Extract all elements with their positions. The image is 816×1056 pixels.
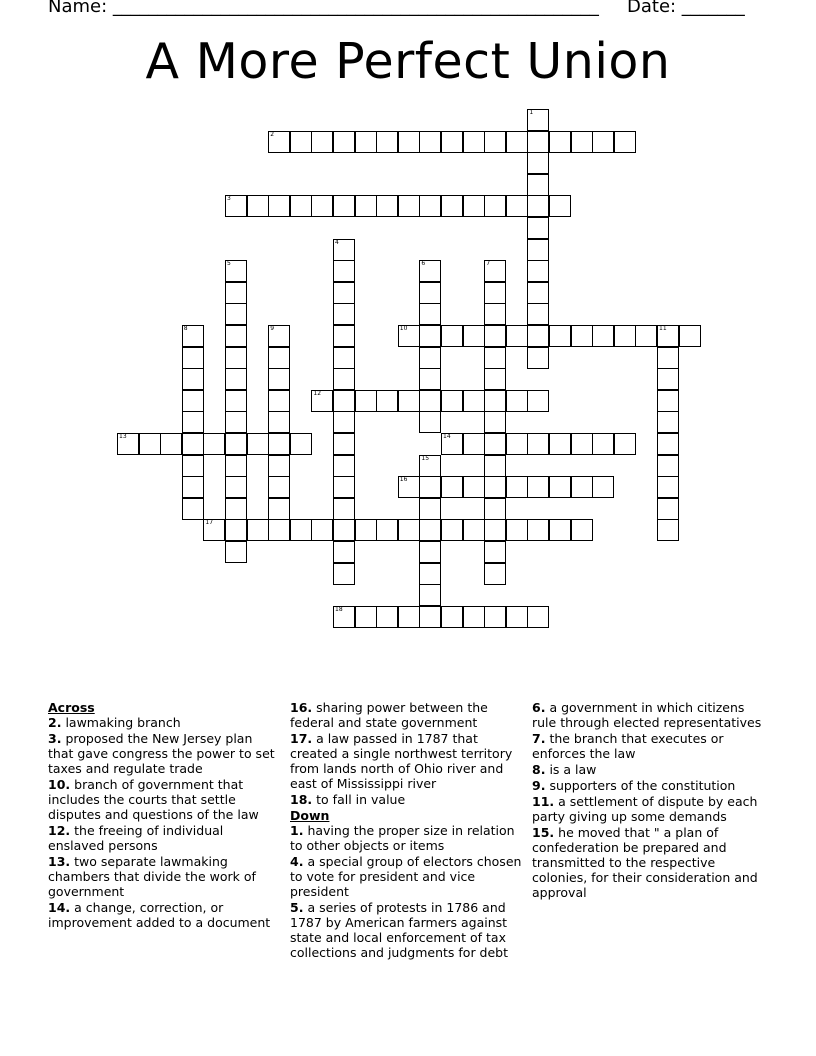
grid-cell[interactable] (247, 519, 269, 541)
grid-cell[interactable] (290, 195, 312, 217)
grid-cell[interactable] (657, 433, 679, 455)
grid-cell[interactable] (463, 131, 485, 153)
grid-cell[interactable] (398, 131, 420, 153)
grid-cell[interactable] (419, 519, 441, 541)
clue-number-label: 7 (486, 260, 491, 268)
clue-number-label: 5 (227, 260, 231, 268)
grid-cell[interactable] (376, 131, 398, 153)
grid-cell[interactable] (592, 131, 614, 153)
grid-cell[interactable] (333, 433, 355, 455)
grid-cell[interactable] (225, 411, 247, 433)
grid-cell[interactable] (398, 519, 420, 541)
grid-cell[interactable] (355, 195, 377, 217)
clue-text: to fall in value (316, 792, 406, 807)
grid-cell[interactable] (527, 606, 549, 628)
grid-cell[interactable] (484, 347, 506, 369)
clue-across-10 (48, 777, 280, 822)
grid-cell[interactable] (225, 390, 247, 412)
grid-cell[interactable] (419, 455, 441, 477)
grid-cell[interactable] (333, 411, 355, 433)
grid-cell[interactable] (527, 282, 549, 304)
grid-cell[interactable] (463, 519, 485, 541)
grid-cell[interactable] (355, 606, 377, 628)
clue-number-label: 2 (270, 130, 275, 138)
grid-cell[interactable] (527, 195, 549, 217)
clue-across-18 (290, 792, 522, 807)
grid-cell[interactable] (592, 433, 614, 455)
grid-cell[interactable] (419, 368, 441, 390)
clue-across-3 (48, 731, 280, 776)
grid-cell[interactable] (419, 606, 441, 628)
grid-cell[interactable] (419, 260, 441, 282)
grid-cell[interactable] (419, 325, 441, 347)
clue-text: supporters of the constitution (549, 778, 736, 793)
grid-cell[interactable] (117, 433, 139, 455)
grid-cell[interactable] (441, 325, 463, 347)
grid-cell[interactable] (506, 519, 528, 541)
grid-cell[interactable] (182, 476, 204, 498)
grid-cell[interactable] (182, 390, 204, 412)
clue-number-label: 10 (399, 325, 408, 332)
grid-cell[interactable] (290, 131, 312, 153)
grid-cell[interactable] (398, 325, 420, 347)
grid-cell[interactable] (203, 433, 225, 455)
grid-cell[interactable] (484, 519, 506, 541)
clue-number-label: 6 (421, 260, 426, 268)
clue-text: a government in which citizens rule through elected representatives (532, 700, 762, 730)
clue-number: 1. (290, 823, 304, 838)
grid-cell[interactable] (225, 195, 247, 217)
grid-cell[interactable] (571, 476, 593, 498)
across-heading: Across (48, 700, 95, 715)
grid-cell[interactable] (398, 195, 420, 217)
clue-column-3 (532, 700, 772, 901)
date-field-label: Date: _______ (627, 0, 745, 17)
clue-text: is a law (549, 762, 597, 777)
clue-number-label: 16 (399, 476, 408, 484)
grid-cell[interactable] (549, 476, 571, 498)
clue-across-17 (290, 731, 522, 791)
grid-cell[interactable] (311, 195, 333, 217)
grid-cell[interactable] (268, 411, 290, 433)
grid-cell[interactable] (225, 368, 247, 390)
grid-cell[interactable] (398, 476, 420, 498)
grid-cell[interactable] (657, 519, 679, 541)
clue-down-11 (532, 794, 772, 824)
clue-text: proposed the New Jersey plan that gave congress the power to set taxes and regulate trade (48, 731, 275, 776)
grid-cell[interactable] (290, 519, 312, 541)
clue-down-9 (532, 778, 772, 793)
grid-cell[interactable] (527, 174, 549, 196)
grid-cell[interactable] (506, 606, 528, 628)
grid-cell[interactable] (484, 195, 506, 217)
grid-cell[interactable] (484, 433, 506, 455)
grid-cell[interactable] (592, 476, 614, 498)
clue-number: 9. (532, 778, 546, 793)
grid-cell[interactable] (333, 239, 355, 261)
grid-cell[interactable] (484, 455, 506, 477)
grid-cell[interactable] (549, 325, 571, 347)
grid-cell[interactable] (441, 131, 463, 153)
clue-number: 17. (290, 731, 313, 746)
grid-cell[interactable] (419, 303, 441, 325)
grid-cell[interactable] (376, 519, 398, 541)
clue-across-16 (290, 700, 522, 730)
grid-cell[interactable] (333, 519, 355, 541)
grid-cell[interactable] (268, 131, 290, 153)
grid-cell[interactable] (268, 368, 290, 390)
grid-cell[interactable] (527, 476, 549, 498)
grid-cell[interactable] (355, 131, 377, 153)
grid-cell[interactable] (484, 541, 506, 563)
grid-cell[interactable] (657, 325, 679, 347)
clue-text: the branch that executes or enforces the law (532, 731, 724, 761)
grid-cell[interactable] (441, 476, 463, 498)
clue-column-1 (48, 700, 280, 931)
grid-cell[interactable] (441, 519, 463, 541)
clue-number-label: 8 (183, 325, 188, 332)
grid-cell[interactable] (333, 390, 355, 412)
grid-cell[interactable] (203, 519, 225, 541)
clue-number-label: 14 (443, 433, 451, 440)
grid-cell[interactable] (225, 433, 247, 455)
name-field-label: Name: ______________________________________________________ (48, 0, 599, 17)
grid-cell[interactable] (463, 433, 485, 455)
grid-cell[interactable] (484, 131, 506, 153)
grid-cell[interactable] (225, 519, 247, 541)
clue-number-label: 4 (335, 238, 339, 246)
grid-cell[interactable] (333, 195, 355, 217)
clue-down-15 (532, 825, 772, 900)
grid-cell[interactable] (333, 541, 355, 563)
clue-number: 2. (48, 715, 62, 730)
clue-down-5 (290, 900, 522, 960)
grid-cell[interactable] (484, 325, 506, 347)
page-title: A More Perfect Union (145, 33, 671, 90)
grid-cell[interactable] (506, 131, 528, 153)
clue-number-label: 18 (335, 605, 343, 613)
clue-text: he moved that " a plan of confederation be prepared and transmitted to the respective colonies, for their consideration and approval (532, 825, 758, 900)
grid-cell[interactable] (506, 476, 528, 498)
down-heading: Down (290, 808, 330, 823)
grid-cell[interactable] (679, 325, 701, 347)
clue-column-2 (290, 700, 522, 961)
clue-number-label: 9 (270, 325, 275, 332)
grid-cell[interactable] (506, 390, 528, 412)
grid-cell[interactable] (657, 455, 679, 477)
grid-cell[interactable] (549, 131, 571, 153)
grid-cell[interactable] (398, 390, 420, 412)
grid-cell[interactable] (441, 433, 463, 455)
clue-number: 15. (532, 825, 555, 840)
grid-cell[interactable] (139, 433, 161, 455)
grid-cell[interactable] (527, 519, 549, 541)
grid-cell[interactable] (549, 195, 571, 217)
grid-cell[interactable] (182, 368, 204, 390)
clue-number-label: 11 (659, 325, 667, 332)
grid-cell[interactable] (527, 390, 549, 412)
grid-cell[interactable] (225, 282, 247, 304)
grid-cell[interactable] (182, 455, 204, 477)
grid-cell[interactable] (527, 433, 549, 455)
grid-cell[interactable] (333, 476, 355, 498)
grid-cell[interactable] (333, 368, 355, 390)
grid-cell[interactable] (225, 476, 247, 498)
grid-cell[interactable] (484, 606, 506, 628)
clue-number: 4. (290, 854, 304, 869)
grid-cell[interactable] (182, 411, 204, 433)
grid-cell[interactable] (484, 563, 506, 585)
grid-cell[interactable] (268, 433, 290, 455)
clue-across-12 (48, 823, 280, 853)
grid-cell[interactable] (527, 217, 549, 239)
grid-cell[interactable] (398, 606, 420, 628)
grid-cell[interactable] (571, 519, 593, 541)
grid-cell[interactable] (484, 476, 506, 498)
clue-across-2 (48, 715, 280, 730)
grid-cell[interactable] (419, 476, 441, 498)
grid-cell[interactable] (657, 411, 679, 433)
grid-cell[interactable] (333, 303, 355, 325)
grid-cell[interactable] (247, 433, 269, 455)
grid-cell[interactable] (484, 390, 506, 412)
clue-text: the freeing of individual enslaved persons (48, 823, 224, 853)
grid-cell[interactable] (333, 260, 355, 282)
grid-cell[interactable] (333, 606, 355, 628)
clue-number-label: 3 (227, 195, 231, 203)
clue-number-label: 17 (205, 519, 214, 527)
grid-cell[interactable] (247, 195, 269, 217)
grid-cell[interactable] (484, 368, 506, 390)
grid-cell[interactable] (419, 411, 441, 433)
clue-text: two separate lawmaking chambers that divide the work of government (48, 854, 256, 899)
grid-cell[interactable] (225, 455, 247, 477)
grid-cell[interactable] (463, 195, 485, 217)
grid-cell[interactable] (225, 498, 247, 520)
grid-cell[interactable] (419, 282, 441, 304)
clue-text: lawmaking branch (65, 715, 181, 730)
clue-text: a special group of electors chosen to vote for president and vice president (290, 854, 522, 899)
grid-cell[interactable] (441, 606, 463, 628)
grid-cell[interactable] (463, 325, 485, 347)
clue-number: 5. (290, 900, 304, 915)
grid-cell[interactable] (571, 433, 593, 455)
grid-cell[interactable] (527, 131, 549, 153)
grid-cell[interactable] (527, 325, 549, 347)
grid-cell[interactable] (506, 195, 528, 217)
grid-cell[interactable] (527, 303, 549, 325)
grid-cell[interactable] (527, 152, 549, 174)
grid-cell[interactable] (268, 498, 290, 520)
grid-cell[interactable] (657, 390, 679, 412)
grid-cell[interactable] (355, 519, 377, 541)
grid-cell[interactable] (311, 519, 333, 541)
clue-number: 11. (532, 794, 555, 809)
grid-cell[interactable] (463, 606, 485, 628)
clue-down-7 (532, 731, 772, 761)
clue-text: a change, correction, or improvement added to a document (48, 900, 271, 930)
clue-down-8 (532, 762, 772, 777)
clue-down-6 (532, 700, 772, 730)
clue-number: 7. (532, 731, 546, 746)
grid-cell[interactable] (182, 498, 204, 520)
grid-cell[interactable] (419, 541, 441, 563)
clue-number: 12. (48, 823, 71, 838)
grid-cell[interactable] (376, 390, 398, 412)
grid-cell[interactable] (225, 347, 247, 369)
grid-cell[interactable] (549, 433, 571, 455)
clue-text: a series of protests in 1786 and 1787 by American farmers against state and local enforcement of tax collections and judgments for debt (290, 900, 509, 960)
grid-cell[interactable] (268, 347, 290, 369)
grid-cell[interactable] (463, 390, 485, 412)
grid-cell[interactable] (419, 195, 441, 217)
grid-cell[interactable] (614, 433, 636, 455)
grid-cell[interactable] (311, 390, 333, 412)
grid-cell[interactable] (182, 433, 204, 455)
grid-cell[interactable] (333, 282, 355, 304)
clue-number: 10. (48, 777, 71, 792)
clue-across-13 (48, 854, 280, 899)
clue-number: 18. (290, 792, 313, 807)
grid-cell[interactable] (506, 325, 528, 347)
grid-cell[interactable] (268, 476, 290, 498)
grid-cell[interactable] (419, 498, 441, 520)
clue-down-1 (290, 823, 522, 853)
grid-cell[interactable] (441, 195, 463, 217)
grid-cell[interactable] (333, 347, 355, 369)
grid-cell[interactable] (376, 195, 398, 217)
grid-cell[interactable] (182, 347, 204, 369)
grid-cell[interactable] (419, 584, 441, 606)
grid-cell[interactable] (160, 433, 182, 455)
grid-cell[interactable] (419, 390, 441, 412)
grid-cell[interactable] (657, 498, 679, 520)
grid-cell[interactable] (333, 455, 355, 477)
grid-cell[interactable] (290, 433, 312, 455)
clue-number: 3. (48, 731, 62, 746)
grid-cell[interactable] (484, 282, 506, 304)
grid-cell[interactable] (614, 131, 636, 153)
grid-cell[interactable] (549, 519, 571, 541)
clue-number: 16. (290, 700, 313, 715)
grid-cell[interactable] (419, 347, 441, 369)
grid-cell[interactable] (225, 260, 247, 282)
clue-number-label: 12 (313, 389, 322, 397)
grid-cell[interactable] (268, 519, 290, 541)
clue-text: having the proper size in relation to other objects or items (290, 823, 515, 853)
clue-text: branch of government that includes the courts that settle disputes and questions of the law (48, 777, 259, 822)
grid-cell[interactable] (441, 390, 463, 412)
grid-cell[interactable] (657, 476, 679, 498)
grid-cell[interactable] (635, 325, 657, 347)
grid-cell[interactable] (419, 563, 441, 585)
grid-cell[interactable] (484, 411, 506, 433)
grid-cell[interactable] (657, 368, 679, 390)
grid-cell[interactable] (614, 325, 636, 347)
clue-number-label: 1 (529, 109, 534, 116)
grid-cell[interactable] (527, 347, 549, 369)
clue-number-label: 15 (421, 454, 430, 462)
grid-cell[interactable] (527, 239, 549, 261)
grid-cell[interactable] (333, 498, 355, 520)
clue-number: 8. (532, 762, 546, 777)
grid-cell[interactable] (527, 109, 549, 131)
grid-cell[interactable] (333, 131, 355, 153)
clue-number: 6. (532, 700, 546, 715)
grid-cell[interactable] (355, 390, 377, 412)
grid-cell[interactable] (268, 390, 290, 412)
grid-cell[interactable] (506, 433, 528, 455)
grid-cell[interactable] (182, 325, 204, 347)
grid-cell[interactable] (225, 303, 247, 325)
grid-cell[interactable] (225, 325, 247, 347)
clue-number-label: 13 (119, 433, 127, 440)
clue-down-4 (290, 854, 522, 899)
clue-number: 13. (48, 854, 71, 869)
grid-cell[interactable] (268, 325, 290, 347)
grid-cell[interactable] (527, 260, 549, 282)
grid-cell[interactable] (419, 131, 441, 153)
grid-cell[interactable] (268, 195, 290, 217)
grid-cell[interactable] (484, 498, 506, 520)
grid-cell[interactable] (484, 303, 506, 325)
grid-cell[interactable] (463, 476, 485, 498)
grid-cell[interactable] (484, 260, 506, 282)
grid-cell[interactable] (333, 563, 355, 585)
grid-cell[interactable] (571, 131, 593, 153)
grid-cell[interactable] (333, 325, 355, 347)
grid-cell[interactable] (376, 606, 398, 628)
clue-across-14 (48, 900, 280, 930)
grid-cell[interactable] (592, 325, 614, 347)
grid-cell[interactable] (311, 131, 333, 153)
clue-text: a law passed in 1787 that created a single northwest territory from lands north of Ohio river and east of Mississippi river (290, 731, 513, 791)
grid-cell[interactable] (268, 455, 290, 477)
clue-text: a settlement of dispute by each party giving up some demands (532, 794, 758, 824)
clue-text: sharing power between the federal and state government (290, 700, 488, 730)
grid-cell[interactable] (571, 325, 593, 347)
grid-cell[interactable] (225, 541, 247, 563)
grid-cell[interactable] (657, 347, 679, 369)
clue-number: 14. (48, 900, 71, 915)
